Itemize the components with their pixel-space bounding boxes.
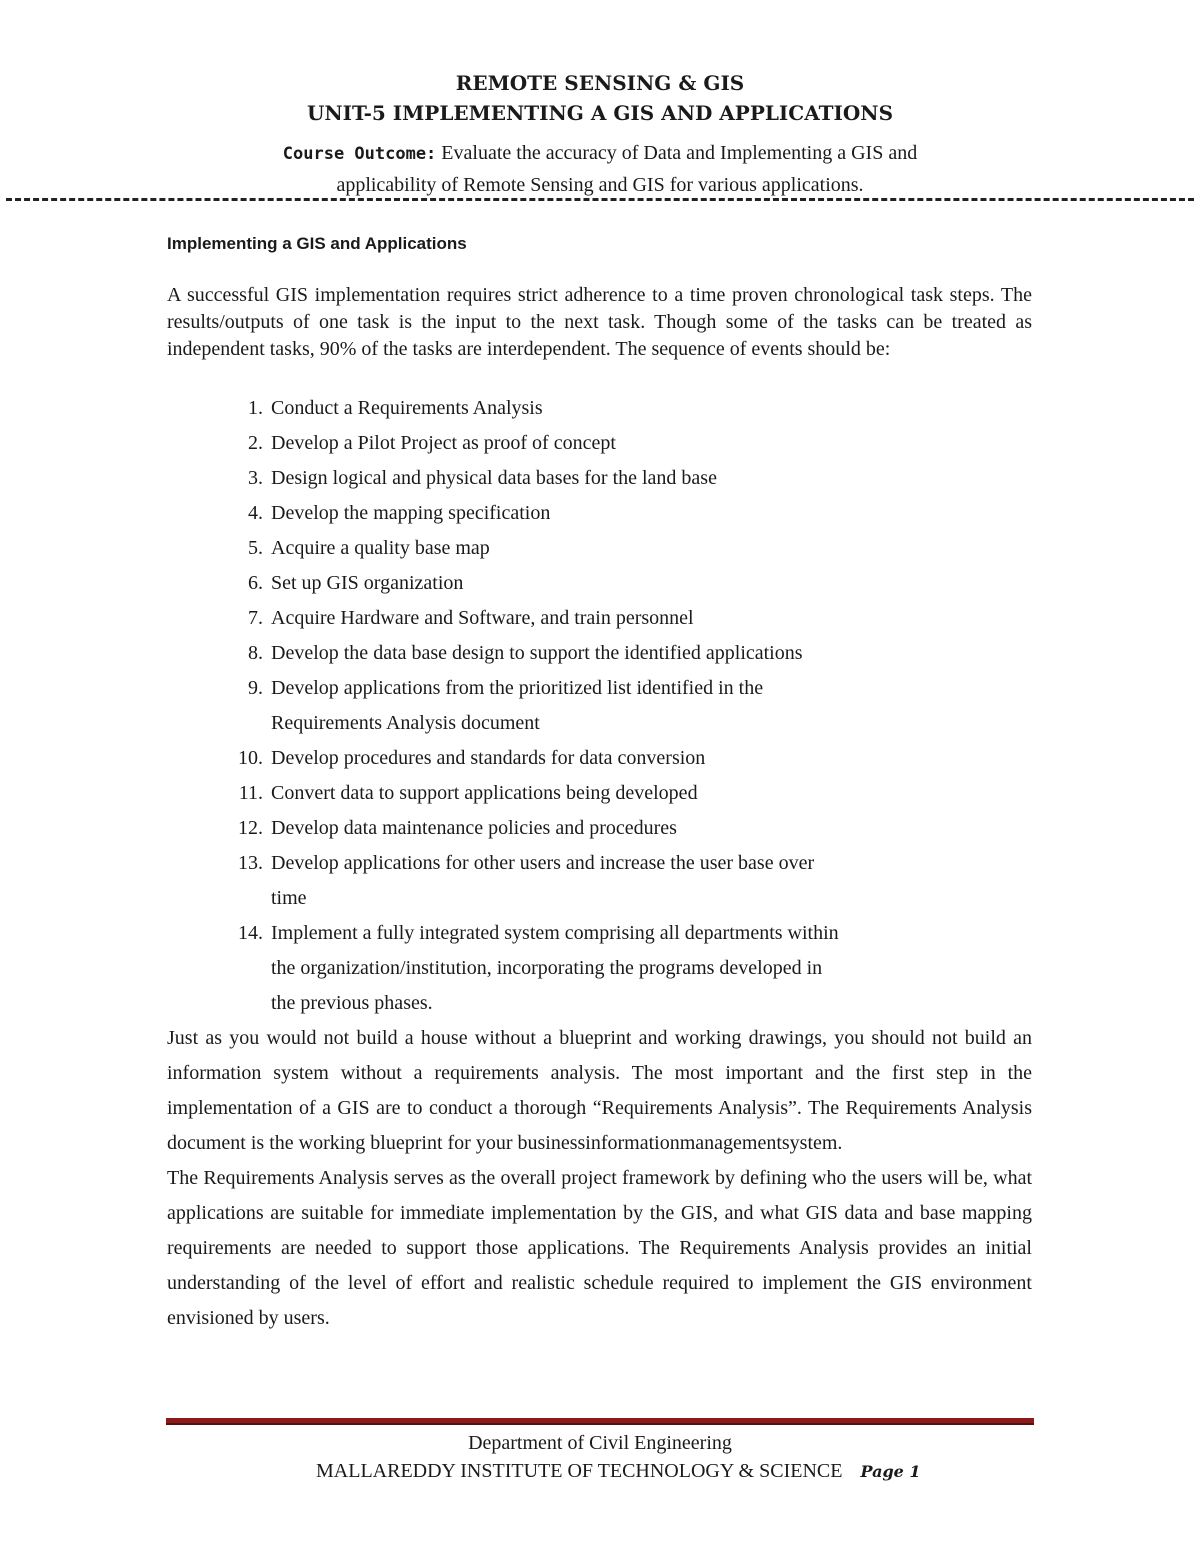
course-outcome <box>0 138 1200 201</box>
footer-department: Department of Civil Engineering <box>468 1432 732 1454</box>
step-number: 11. <box>238 782 263 804</box>
list-item <box>167 811 1032 846</box>
step-number: 7. <box>248 607 263 629</box>
page-footer <box>0 1430 1200 1482</box>
step-number: 3. <box>248 467 263 489</box>
step-number: 6. <box>248 572 263 594</box>
implementation-steps-list <box>167 391 1032 1021</box>
course-outcome-text-line2: applicability of Remote Sensing and GIS for various applications. <box>336 174 864 196</box>
step-text: Conduct a Requirements Analysis <box>271 397 543 419</box>
step-number: 4. <box>248 502 263 524</box>
list-item <box>167 846 1032 916</box>
document-title: REMOTE SENSING & GIS <box>455 71 745 95</box>
step-number: 8. <box>248 642 263 664</box>
step-text: Develop the mapping specification <box>271 502 551 524</box>
step-text: Acquire a quality base map <box>271 537 490 559</box>
list-item <box>167 391 1032 426</box>
list-item <box>167 916 1032 1021</box>
list-item <box>167 776 1032 811</box>
course-outcome-text-line1: Evaluate the accuracy of Data and Implementing a GIS and <box>436 142 918 164</box>
section-heading: Implementing a GIS and Applications <box>167 234 467 253</box>
step-text: Develop applications from the prioritized list identified in the Requirements Analysis document <box>271 677 764 734</box>
list-item <box>167 741 1032 776</box>
course-outcome-label: Course Outcome: <box>282 144 437 164</box>
step-text: Implement a fully integrated system comprising all departments within the organization/institution, incorporating the programs developed in the previous phases. <box>271 922 839 1014</box>
step-text: Develop applications for other users and increase the user base over time <box>271 852 815 909</box>
requirements-paragraph-1: Just as you would not build a house without a blueprint and working drawings, you should not build an information system without a requirements analysis. The most important and the first step in the implementation of a GIS are to conduct a thorough “Requirements Analysis”. The Requirements Analysis document is the working blueprint for your businessinformationmanagementsystem. <box>167 1027 1032 1154</box>
step-text: Acquire Hardware and Software, and train personnel <box>271 607 694 629</box>
step-text: Develop the data base design to support the identified applications <box>271 642 803 664</box>
footer-institute: MALLAREDDY INSTITUTE OF TECHNOLOGY & SCIENCE <box>316 1460 843 1482</box>
page-header <box>0 68 1200 201</box>
list-item <box>167 496 1032 531</box>
step-number: 5. <box>248 537 263 559</box>
step-number: 2. <box>248 432 263 454</box>
step-number: 14. <box>238 922 263 944</box>
list-item <box>167 566 1032 601</box>
step-text: Develop a Pilot Project as proof of concept <box>271 432 616 454</box>
intro-paragraph: A successful GIS implementation requires strict adherence to a time proven chronological task steps. The results/outputs of one task is the input to the next task. Though some of the tasks can be treated as independent tasks, 90% of the tasks are interdependent. The sequence of events should be: <box>167 284 1032 360</box>
page-number: Page 1 <box>860 1462 921 1481</box>
step-text: Convert data to support applications being developed <box>271 782 698 804</box>
step-text: Develop data maintenance policies and procedures <box>271 817 677 839</box>
footer-rule <box>166 1418 1034 1425</box>
list-item <box>167 671 1032 741</box>
step-number: 12. <box>238 817 263 839</box>
step-text: Set up GIS organization <box>271 572 464 594</box>
step-number: 10. <box>238 747 263 769</box>
step-number: 9. <box>248 677 263 699</box>
main-content <box>167 232 1032 1336</box>
step-text: Design logical and physical data bases for the land base <box>271 467 717 489</box>
step-number: 13. <box>238 852 263 874</box>
unit-title: UNIT-5 IMPLEMENTING A GIS AND APPLICATIONS <box>306 101 894 125</box>
list-item <box>167 531 1032 566</box>
list-item <box>167 461 1032 496</box>
list-item <box>167 426 1032 461</box>
footer-institute-row <box>316 1458 921 1485</box>
list-item <box>167 636 1032 671</box>
requirements-paragraph-2: The Requirements Analysis serves as the overall project framework by defining who the users will be, what applications are suitable for immediate implementation by the GIS, and what GIS data and base mapping requirements are needed to support those applications. The Requirements Analysis provides an initial understanding of the level of effort and realistic schedule required to implement the GIS environment envisioned by users. <box>167 1167 1032 1329</box>
header-dashed-divider <box>6 198 1194 201</box>
list-item <box>167 601 1032 636</box>
step-text: Develop procedures and standards for data conversion <box>271 747 706 769</box>
step-number: 1. <box>248 397 263 419</box>
